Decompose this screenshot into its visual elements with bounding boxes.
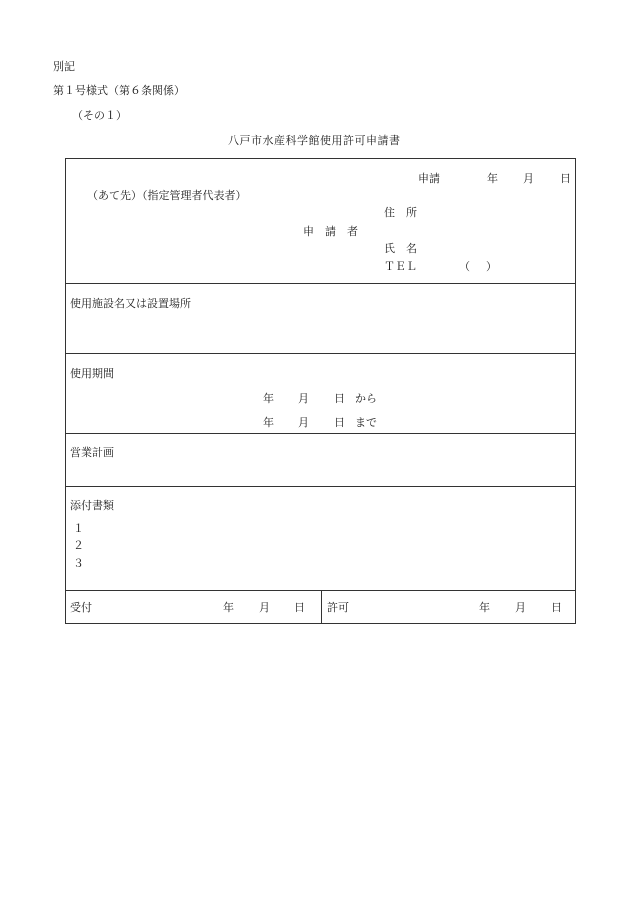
application-form-table <box>65 158 576 624</box>
attachments-label: 添付書類 <box>70 499 114 512</box>
applicant-label: 申 請 者 <box>303 225 358 238</box>
application-day: 日 <box>560 172 571 185</box>
period-from-day: 日 <box>334 392 345 405</box>
footer-vertical-divider <box>321 590 322 624</box>
application-date-label: 申請 <box>418 172 440 185</box>
facility-label: 使用施設名又は設置場所 <box>70 297 191 310</box>
application-month: 月 <box>523 172 534 185</box>
period-to-text: まで <box>355 416 377 429</box>
attachment-item: １ <box>73 522 84 535</box>
permit-label: 許可 <box>327 601 349 614</box>
permit-year: 年 <box>479 601 490 614</box>
permit-month: 月 <box>515 601 526 614</box>
application-year: 年 <box>487 172 498 185</box>
period-from-text: から <box>355 392 377 405</box>
receipt-year: 年 <box>223 601 234 614</box>
form-number: 第１号様式（第６条関係） <box>53 84 185 97</box>
tel-paren-open: （ <box>459 260 470 273</box>
attachment-item: ３ <box>73 557 84 570</box>
tel-label: ＴＥＬ <box>384 260 417 273</box>
addressee-label: （あて先）（指定管理者代表者） <box>87 189 247 202</box>
address-label: 住 所 <box>384 206 417 219</box>
divider-line <box>66 283 575 284</box>
receipt-label: 受付 <box>70 601 92 614</box>
divider-line <box>66 433 575 434</box>
receipt-month: 月 <box>259 601 270 614</box>
sub-number: （その１） <box>72 109 127 122</box>
business-plan-label: 営業計画 <box>70 446 114 459</box>
appendix-label: 別記 <box>53 60 75 73</box>
period-label: 使用期間 <box>70 367 114 380</box>
form-title: 八戸市水産科学館使用許可申請書 <box>228 134 401 147</box>
period-from-month: 月 <box>298 392 309 405</box>
period-to-month: 月 <box>298 416 309 429</box>
divider-line <box>66 486 575 487</box>
tel-paren-close: ） <box>486 260 497 273</box>
name-label: 氏 名 <box>384 242 417 255</box>
attachment-item: ２ <box>73 539 84 552</box>
divider-line <box>66 353 575 354</box>
period-from-year: 年 <box>263 392 274 405</box>
period-to-day: 日 <box>334 416 345 429</box>
permit-day: 日 <box>551 601 562 614</box>
receipt-day: 日 <box>294 601 305 614</box>
period-to-year: 年 <box>263 416 274 429</box>
